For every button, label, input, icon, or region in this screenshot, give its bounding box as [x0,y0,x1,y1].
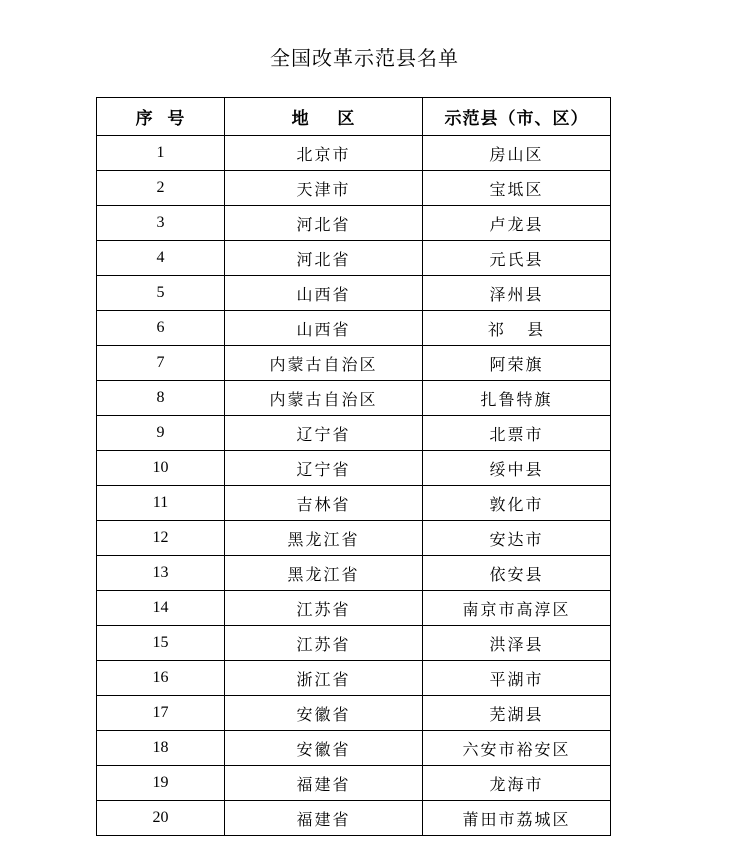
row-region: 辽宁省 [225,451,423,486]
row-number: 5 [97,276,225,311]
table-row [97,626,611,661]
row-region: 天津市 [225,171,423,206]
row-region: 山西省 [225,311,423,346]
row-region: 江苏省 [225,626,423,661]
row-region: 安徽省 [225,696,423,731]
row-number: 15 [97,626,225,661]
table-row [97,521,611,556]
row-region: 福建省 [225,766,423,801]
row-county: 房山区 [423,136,611,171]
table-row [97,696,611,731]
row-county: 莆田市荔城区 [423,801,611,836]
table-row [97,661,611,696]
row-region: 内蒙古自治区 [225,346,423,381]
row-number: 20 [97,801,225,836]
row-number: 4 [97,241,225,276]
table-row [97,311,611,346]
row-county: 安达市 [423,521,611,556]
table-row [97,731,611,766]
row-region: 北京市 [225,136,423,171]
row-county: 泽州县 [423,276,611,311]
row-number: 9 [97,416,225,451]
row-region: 浙江省 [225,661,423,696]
row-number: 19 [97,766,225,801]
table-body [97,136,611,836]
table-row [97,346,611,381]
row-region: 安徽省 [225,731,423,766]
row-county: 平湖市 [423,661,611,696]
row-number: 17 [97,696,225,731]
row-region: 黑龙江省 [225,521,423,556]
row-number: 1 [97,136,225,171]
row-region: 吉林省 [225,486,423,521]
row-number: 10 [97,451,225,486]
row-region: 内蒙古自治区 [225,381,423,416]
table-row [97,556,611,591]
table-row [97,276,611,311]
row-number: 2 [97,171,225,206]
row-number: 6 [97,311,225,346]
row-number: 16 [97,661,225,696]
row-county: 祁 县 [423,311,611,346]
table-row [97,451,611,486]
row-county: 绥中县 [423,451,611,486]
table-row [97,416,611,451]
row-number: 18 [97,731,225,766]
row-number: 13 [97,556,225,591]
row-region: 河北省 [225,241,423,276]
row-county: 芜湖县 [423,696,611,731]
row-region: 河北省 [225,206,423,241]
row-region: 辽宁省 [225,416,423,451]
table-row [97,591,611,626]
row-number: 12 [97,521,225,556]
row-region: 山西省 [225,276,423,311]
table-row [97,206,611,241]
row-county: 南京市高淳区 [423,591,611,626]
header-number: 序 号 [97,98,225,136]
header-county: 示范县（市、区） [423,98,611,136]
row-county: 龙海市 [423,766,611,801]
document-title: 全国改革示范县名单 [270,46,459,70]
row-number: 14 [97,591,225,626]
row-county: 六安市裕安区 [423,731,611,766]
table-row [97,486,611,521]
table-row [97,171,611,206]
row-region: 江苏省 [225,591,423,626]
row-county: 敦化市 [423,486,611,521]
table-row [97,766,611,801]
row-number: 3 [97,206,225,241]
row-county: 扎鲁特旗 [423,381,611,416]
table-row [97,136,611,171]
row-region: 黑龙江省 [225,556,423,591]
row-county: 依安县 [423,556,611,591]
row-number: 11 [97,486,225,521]
header-region: 地 区 [225,98,423,136]
demonstration-county-table [96,97,611,836]
table-row [97,381,611,416]
row-county: 阿荣旗 [423,346,611,381]
table-row [97,801,611,836]
row-county: 宝坻区 [423,171,611,206]
row-county: 洪泽县 [423,626,611,661]
table-row [97,241,611,276]
table-header-row [97,98,611,136]
row-region: 福建省 [225,801,423,836]
row-number: 7 [97,346,225,381]
row-county: 北票市 [423,416,611,451]
row-county: 卢龙县 [423,206,611,241]
row-county: 元氏县 [423,241,611,276]
row-number: 8 [97,381,225,416]
